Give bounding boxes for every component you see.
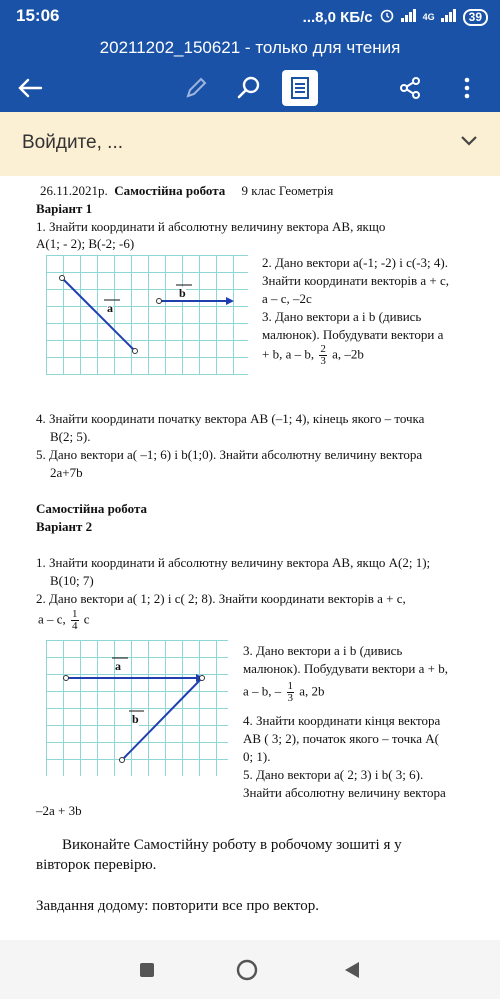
v1-vector-a-label: a — [107, 301, 113, 315]
toolbar — [0, 64, 500, 112]
search-icon[interactable] — [231, 70, 267, 106]
document-page — [0, 176, 500, 930]
v2-task1-line1: 1. Знайти координати й абсолютну величину вектора АВ, якщо А(2; 1); — [36, 555, 431, 570]
v1-task5-line1: 5. Дано вектори а( –1; 6) і b(1;0). Знайти абсолютну величину вектора — [36, 447, 423, 462]
variant-1-label: Варіант 1 — [36, 201, 93, 216]
v1-task1-line2: А(1; - 2); В(-2; -6) — [36, 236, 135, 251]
status-indicators — [303, 7, 488, 27]
signal-icon-2 — [441, 8, 457, 26]
v2-task3-line3 — [243, 681, 325, 704]
back-triangle-icon[interactable] — [340, 958, 364, 982]
home-icon[interactable] — [235, 958, 259, 982]
v2-vectors-svg — [46, 640, 228, 776]
v1-fraction-den: 3 — [320, 355, 326, 367]
doc-title: Самостійна робота — [114, 183, 226, 198]
variant-2-title: Самостійна робота — [36, 501, 148, 516]
doc-date: 26.11.2021р. — [40, 183, 108, 198]
v2-vector-a-label: a — [115, 659, 121, 673]
v1-task2-line2: Знайти координати векторів а + с, — [262, 273, 450, 288]
v1-task3-pre: + b, а – b, — [262, 346, 315, 362]
more-icon[interactable] — [449, 70, 485, 106]
v1-vector-a-line — [62, 278, 135, 351]
v2-vector-b-label: b — [132, 712, 139, 726]
v2-fraction-2 — [287, 681, 295, 704]
v1-task4-line1: 4. Знайти координати початку вектора АВ (–1; 4), кінець якого – точка — [36, 411, 425, 426]
status-bar — [0, 0, 500, 34]
v2-task2-pre: а – с, — [38, 611, 66, 627]
pencil-icon[interactable] — [178, 70, 214, 106]
v2-fraction-1 — [71, 609, 79, 632]
v2-task3-pre: а – b, – — [243, 683, 282, 699]
v1-task3-post: а, –2b — [332, 346, 364, 362]
recents-icon[interactable] — [135, 958, 159, 982]
v2-task5-line1: 5. Дано вектори а( 2; 3) і b( 3; 6). — [243, 767, 424, 782]
v2-task3-post: а, 2b — [299, 683, 325, 699]
share-icon[interactable] — [392, 70, 428, 106]
v1-task3-line2: малюнок). Побудувати вектори а — [262, 327, 444, 342]
status-time: 15:06 — [16, 6, 60, 25]
v2-fraction-2-num: 1 — [287, 680, 294, 692]
teacher-note-line2: вівторок перевірю. — [36, 857, 157, 873]
v2-task4-line3: 0; 1). — [243, 749, 271, 764]
v2-vector-a-start — [64, 676, 69, 681]
v1-task2-line1: 2. Дано вектори а(-1; -2) і с(-3; 4). — [262, 255, 448, 270]
v2-task3-line2: малюнок). Побудувати вектори а + b, — [243, 661, 448, 676]
v1-fraction-num: 2 — [320, 343, 326, 355]
login-text[interactable]: Войдите, ... — [22, 132, 124, 153]
v2-vector-b-end — [200, 676, 205, 681]
network-type: 4G — [422, 11, 435, 22]
v2-task5-line2: Знайти абсолютну величину вектора — [243, 785, 446, 800]
login-banner[interactable] — [0, 112, 500, 176]
system-nav-bar — [0, 940, 500, 999]
v2-task4-line2: АВ ( 3; 2), початок якого – точка А( — [243, 731, 439, 746]
v1-vector-a-end — [133, 349, 138, 354]
v2-task5-line3: –2а + 3b — [36, 803, 82, 818]
v1-task2-line3: а – с, –2с — [262, 291, 312, 306]
v2-fraction-1-num: 1 — [72, 608, 78, 620]
v1-vector-grid — [46, 255, 248, 375]
v1-vector-b-arrowhead — [226, 297, 234, 305]
doc-header — [40, 183, 333, 199]
alarm-icon — [379, 7, 395, 27]
v2-fraction-1-den: 4 — [72, 620, 78, 632]
back-arrow-icon[interactable] — [12, 70, 48, 106]
network-speed: ...8,0 КБ/с — [302, 8, 373, 26]
v2-task2-line2 — [38, 609, 90, 632]
v1-vector-b-label: b — [179, 286, 186, 300]
v1-fraction — [319, 344, 327, 367]
v1-task5-line2: 2а+7b — [50, 465, 83, 480]
v2-vector-b-start — [120, 758, 125, 763]
v2-task3-line1: 3. Дано вектори а і b (дивись — [243, 643, 403, 658]
document-title: 20211202_150621 - только для чтения — [0, 34, 500, 64]
v1-task4-line2: В(2; 5). — [50, 429, 91, 444]
battery-level: 39 — [463, 9, 488, 26]
v1-vector-b-start — [157, 299, 162, 304]
v1-vector-a-start — [60, 276, 65, 281]
v1-task3-line3 — [262, 344, 364, 367]
homework-line: Завдання додому: повторити все про вектор. — [36, 898, 319, 914]
v2-vector-grid — [46, 640, 228, 776]
reading-mode-icon[interactable] — [282, 70, 318, 106]
v1-task1-line1: 1. Знайти координати й абсолютну величину вектора АВ, якщо — [36, 219, 386, 234]
variant-2-label: Варіант 2 — [36, 519, 93, 534]
v1-vectors-svg — [46, 255, 248, 375]
v2-task4-line1: 4. Знайти координати кінця вектора — [243, 713, 441, 728]
doc-subject: 9 клас Геометрія — [241, 183, 334, 198]
v2-fraction-2-den: 3 — [287, 692, 294, 704]
v1-task3-line1: 3. Дано вектори а і b (дивись — [262, 309, 422, 324]
chevron-down-icon[interactable] — [460, 134, 478, 152]
v2-task2-post: с — [83, 611, 90, 627]
signal-icon — [401, 8, 417, 26]
v2-task2-line1: 2. Дано вектори а( 1; 2) і с( 2; 8). Знайти координати векторів а + с, — [36, 591, 406, 606]
v2-task1-line2: В(10; 7) — [50, 573, 94, 588]
teacher-note-line1: Виконайте Самостійну роботу в робочому зошиті я у — [62, 837, 402, 853]
